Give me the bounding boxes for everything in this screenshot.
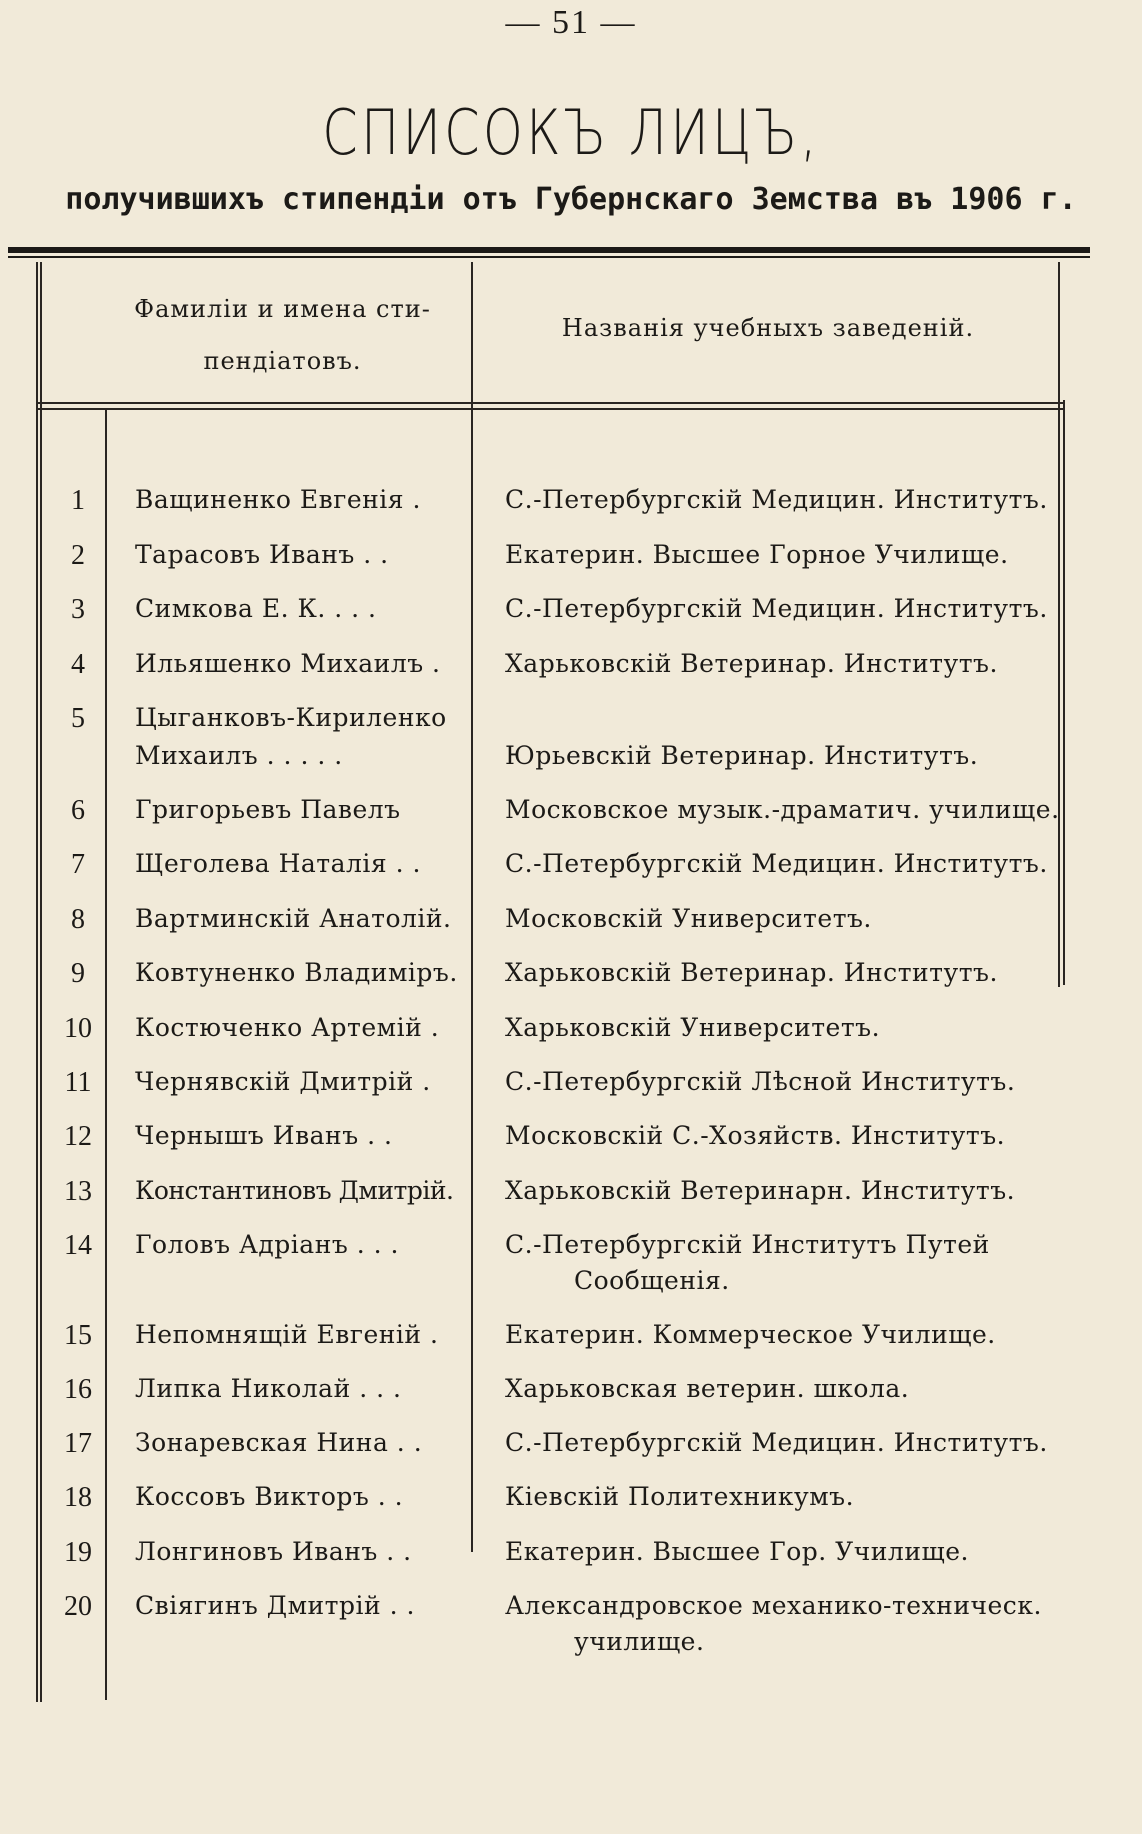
row-number: 11: [64, 1067, 92, 1098]
row-number: 15: [64, 1320, 92, 1351]
row-number: 10: [64, 1013, 92, 1044]
table-row: [0, 649, 1142, 703]
table-row: [0, 703, 1142, 793]
row-name: Костюченко Артемій .: [135, 1013, 440, 1042]
row-number: 12: [64, 1121, 92, 1152]
table-row: [0, 1121, 1142, 1175]
table-row: [0, 540, 1142, 594]
header-institutions: Названія учебныхъ заведеній.: [561, 314, 975, 342]
table-row: [0, 1320, 1142, 1374]
row-name: Вартминскій Анатолій.: [135, 904, 452, 933]
row-number: 3: [71, 594, 85, 625]
row-number: 19: [64, 1537, 92, 1568]
table-row: [0, 1013, 1142, 1067]
header-names-line-2: пендіатовъ.: [203, 347, 362, 375]
row-institution: Харьковскій Ветеринарн. Институтъ.: [505, 1176, 1016, 1205]
table-row: [0, 904, 1142, 958]
row-name: Ващиненко Евгенія .: [135, 485, 421, 514]
row-number: 1: [71, 485, 85, 516]
row-name: Ковтуненко Владиміръ.: [135, 958, 458, 987]
row-name: Тарасовъ Иванъ . .: [135, 540, 389, 569]
row-number: 6: [71, 795, 85, 826]
row-number: 13: [64, 1176, 92, 1207]
row-name: Чернявскій Дмитрій .: [135, 1067, 431, 1096]
row-institution: С.-Петербургскій Медицин. Институтъ.: [505, 1428, 1048, 1457]
row-name: Непомнящій Евгеній .: [135, 1320, 439, 1349]
row-name: Григорьевъ Павелъ: [135, 795, 401, 824]
page-number: — 51 —: [505, 4, 637, 41]
row-number: 8: [71, 904, 85, 935]
row-name: Липка Николай . . .: [135, 1374, 402, 1403]
page-title: СПИСОКЪ ЛИЦЪ,: [322, 96, 820, 169]
row-institution: С.-Петербургскій Институтъ Путей: [505, 1230, 990, 1259]
row-institution: Харьковскій Университетъ.: [505, 1013, 881, 1042]
row-institution-continued: Сообщенія.: [574, 1266, 730, 1295]
row-institution: Московское музык.-драматич. училище.: [505, 795, 1060, 824]
table-row: [0, 1374, 1142, 1428]
row-institution: Харьковскій Ветеринар. Институтъ.: [505, 649, 998, 678]
row-name: Коссовъ Викторъ . .: [135, 1482, 404, 1511]
table-row: [0, 1482, 1142, 1536]
row-institution: Харьковскій Ветеринар. Институтъ.: [505, 958, 998, 987]
table-row: [0, 1230, 1142, 1320]
row-number: 20: [64, 1591, 92, 1622]
row-number: 2: [71, 540, 85, 571]
row-institution: Екатерин. Высшее Горное Училище.: [505, 540, 1009, 569]
row-number: 9: [71, 958, 85, 989]
page-subtitle: получившихъ стипендіи отъ Губернскаго Земства въ 1906 г.: [65, 182, 1077, 217]
table-row: [0, 795, 1142, 849]
row-name-continued: Михаилъ . . . . .: [135, 741, 343, 770]
row-number: 4: [71, 649, 85, 680]
row-institution: Московскій Университетъ.: [505, 904, 872, 933]
row-name: Головъ Адріанъ . . .: [135, 1230, 399, 1259]
row-number: 7: [71, 849, 85, 880]
row-number: 5: [71, 703, 85, 734]
row-name: Чернышъ Иванъ . .: [135, 1121, 393, 1150]
row-name: Щеголева Наталія . .: [135, 849, 421, 878]
top-thin-rule: [8, 256, 1090, 258]
row-institution: Московскій С.-Хозяйств. Институтъ.: [505, 1121, 1006, 1150]
row-name: Симкова Е. К. . . .: [135, 594, 377, 623]
table-row: [0, 1428, 1142, 1482]
row-institution-continued: училище.: [574, 1627, 705, 1656]
row-institution: С.-Петербургскій Медицин. Институтъ.: [505, 594, 1048, 623]
table-row: [0, 1591, 1142, 1681]
table-row: [0, 1067, 1142, 1121]
row-institution: Юрьевскій Ветеринар. Институтъ.: [505, 741, 979, 770]
top-thick-rule: [8, 247, 1090, 253]
row-number: 16: [64, 1374, 92, 1405]
table-row: [0, 594, 1142, 648]
table-row: [0, 1176, 1142, 1230]
header-names-line-1: Фамиліи и имена сти-: [134, 295, 431, 323]
row-name: Свіягинъ Дмитрій . .: [135, 1591, 415, 1620]
row-name: Лонгиновъ Иванъ . .: [135, 1537, 412, 1566]
row-institution: Кіевскій Политехникумъ.: [505, 1482, 855, 1511]
row-name: Константиновъ Дмитрій.: [135, 1176, 454, 1205]
row-name: Зонаревская Нина . .: [135, 1428, 423, 1457]
row-institution: Екатерин. Высшее Гор. Училище.: [505, 1537, 969, 1566]
row-name: Цыганковъ-Кириленко: [135, 703, 447, 732]
table-row: [0, 849, 1142, 903]
table-row: [0, 1537, 1142, 1591]
row-number: 17: [64, 1428, 92, 1459]
row-number: 18: [64, 1482, 92, 1513]
table-row: [0, 958, 1142, 1012]
row-name: Ильяшенко Михаилъ .: [135, 649, 441, 678]
row-institution: С.-Петербургскій Лѣсной Институтъ.: [505, 1067, 1016, 1096]
row-institution: Харьковская ветерин. школа.: [505, 1374, 910, 1403]
row-institution: С.-Петербургскій Медицин. Институтъ.: [505, 849, 1048, 878]
row-institution: С.-Петербургскій Медицин. Институтъ.: [505, 485, 1048, 514]
header-names: [105, 283, 460, 387]
table-row: [0, 485, 1142, 539]
row-institution: Екатерин. Коммерческое Училище.: [505, 1320, 996, 1349]
row-institution: Александровское механико-техническ.: [505, 1591, 1042, 1620]
row-number: 14: [64, 1230, 92, 1261]
